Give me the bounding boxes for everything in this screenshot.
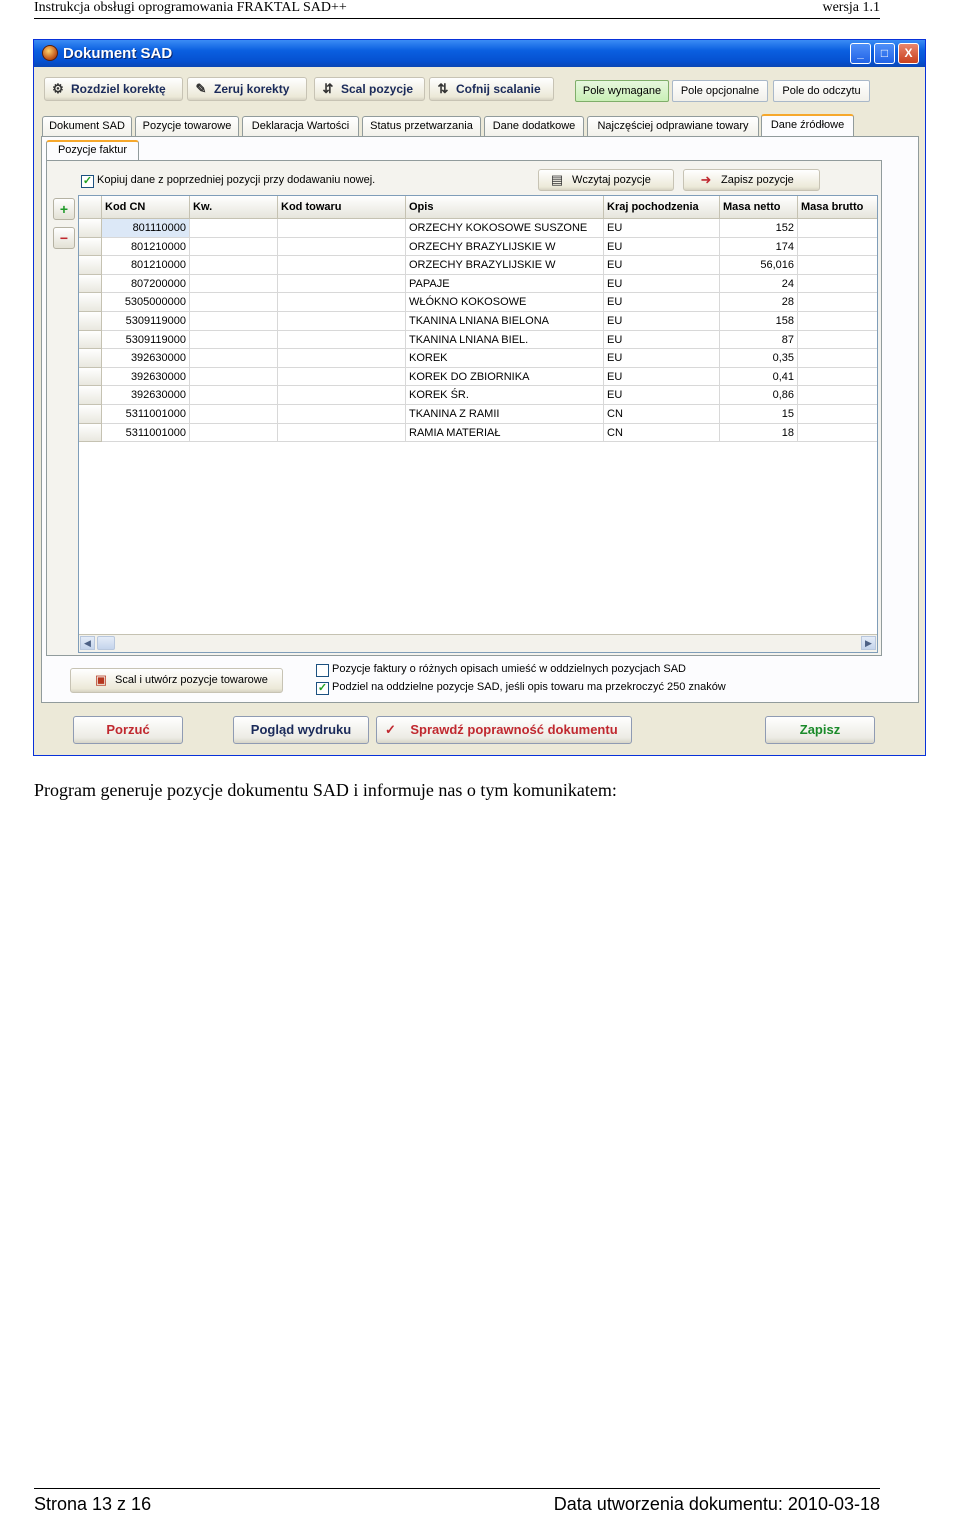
- cell-opis[interactable]: ORZECHY KOKOSOWE SUSZONE: [406, 219, 604, 238]
- tab-najczesciej-odprawiane[interactable]: Najczęściej odprawiane towary: [587, 116, 759, 136]
- cell-kraj[interactable]: EU: [604, 368, 720, 387]
- dokument-sad-window: [33, 39, 926, 756]
- cell-kw[interactable]: [190, 386, 278, 405]
- cell-masa-netto[interactable]: 28: [720, 293, 798, 312]
- tab-dane-zrodlowe[interactable]: Dane źródłowe: [761, 114, 854, 137]
- sprawdz-poprawnosc-button[interactable]: ✓ Sprawdź poprawność dokumentu: [376, 716, 632, 744]
- table-row[interactable]: [79, 238, 877, 257]
- scroll-left-icon[interactable]: ◀: [80, 636, 95, 650]
- merge-icon: ⇵: [322, 81, 334, 96]
- table-row[interactable]: [79, 293, 877, 312]
- cell-masa-netto[interactable]: 152: [720, 219, 798, 238]
- cell-kod-towaru[interactable]: [278, 368, 406, 387]
- table-row[interactable]: [79, 405, 877, 424]
- table-row[interactable]: [79, 219, 877, 238]
- cell-kraj[interactable]: EU: [604, 386, 720, 405]
- cell-kod-cn[interactable]: 801110000: [102, 219, 190, 238]
- header-kw[interactable]: Kw.: [190, 196, 278, 218]
- tab-status-przetwarzania[interactable]: Status przetwarzania: [362, 116, 481, 136]
- document-footer: [34, 1488, 880, 1514]
- grid-header: [79, 196, 877, 219]
- cell-kw[interactable]: [190, 349, 278, 368]
- cell-kod-towaru[interactable]: [278, 275, 406, 294]
- export-icon: ➜: [700, 172, 712, 187]
- row-indicator[interactable]: [79, 331, 102, 350]
- document-header: [34, 0, 880, 19]
- porzuc-button[interactable]: Porzuć: [73, 716, 183, 744]
- cell-kraj[interactable]: CN: [604, 405, 720, 424]
- horizontal-scrollbar[interactable]: [79, 634, 877, 652]
- header-version: wersja 1.1: [822, 0, 880, 15]
- option-separate-descriptions-label: Pozycje faktury o różnych opisach umieść w oddzielnych pozycjach SAD: [332, 663, 686, 675]
- cell-kraj[interactable]: EU: [604, 275, 720, 294]
- cell-kw[interactable]: [190, 331, 278, 350]
- cell-kod-towaru[interactable]: [278, 219, 406, 238]
- row-indicator[interactable]: [79, 424, 102, 443]
- cell-masa-brutto[interactable]: [798, 405, 878, 424]
- cell-kraj[interactable]: EU: [604, 331, 720, 350]
- rozdziel-korekte-button[interactable]: ⚙ Rozdziel korektę: [44, 77, 183, 101]
- cell-masa-brutto[interactable]: [798, 293, 878, 312]
- cell-kod-towaru[interactable]: [278, 331, 406, 350]
- cell-opis[interactable]: WŁÓKNO KOKOSOWE: [406, 293, 604, 312]
- cell-opis[interactable]: KOREK ŚR.: [406, 386, 604, 405]
- header-masa-netto[interactable]: Masa netto: [720, 196, 798, 218]
- pole-wymagane-button[interactable]: Pole wymagane: [575, 80, 669, 102]
- cell-kw[interactable]: [190, 368, 278, 387]
- cell-kw[interactable]: [190, 238, 278, 257]
- zapisz-button[interactable]: Zapisz: [765, 716, 875, 744]
- cell-kw[interactable]: [190, 424, 278, 443]
- zeruj-korekty-button[interactable]: ✎ Zeruj korekty: [187, 77, 307, 101]
- row-indicator[interactable]: [79, 256, 102, 275]
- header-masa-brutto[interactable]: Masa brutto: [798, 196, 878, 218]
- cell-kod-cn[interactable]: 801210000: [102, 256, 190, 275]
- cell-opis[interactable]: PAPAJE: [406, 275, 604, 294]
- cell-masa-netto[interactable]: 24: [720, 275, 798, 294]
- cell-masa-netto[interactable]: 158: [720, 312, 798, 331]
- validate-icon: ✓: [385, 722, 396, 737]
- import-icon: ▤: [550, 172, 564, 187]
- cell-masa-netto[interactable]: 174: [720, 238, 798, 257]
- cell-kod-towaru[interactable]: [278, 405, 406, 424]
- cell-masa-netto[interactable]: 0,35: [720, 349, 798, 368]
- cell-kraj[interactable]: EU: [604, 238, 720, 257]
- cell-masa-brutto[interactable]: [798, 368, 878, 387]
- cell-opis[interactable]: TKANINA LNIANA BIELONA: [406, 312, 604, 331]
- cell-opis[interactable]: ORZECHY BRAZYLIJSKIE W: [406, 238, 604, 257]
- cell-kod-cn[interactable]: 5311001000: [102, 405, 190, 424]
- cell-masa-netto[interactable]: 18: [720, 424, 798, 443]
- header-title: Instrukcja obsługi oprogramowania FRAKTAL SAD++: [34, 0, 347, 15]
- row-indicator[interactable]: [79, 219, 102, 238]
- row-indicator[interactable]: [79, 312, 102, 331]
- row-indicator[interactable]: [79, 386, 102, 405]
- cell-kod-cn[interactable]: 801210000: [102, 238, 190, 257]
- cell-masa-netto[interactable]: 15: [720, 405, 798, 424]
- tab-deklaracja-wartosci[interactable]: Deklaracja Wartości: [242, 116, 359, 136]
- cell-masa-brutto[interactable]: [798, 331, 878, 350]
- option-separate-descriptions-checkbox[interactable]: [316, 664, 329, 677]
- split-icon: ⚙: [52, 81, 64, 96]
- close-button[interactable]: X: [898, 43, 919, 64]
- cell-kod-towaru[interactable]: [278, 349, 406, 368]
- cell-kw[interactable]: [190, 293, 278, 312]
- scroll-thumb[interactable]: [97, 636, 115, 650]
- header-kod-towaru[interactable]: Kod towaru: [278, 196, 406, 218]
- maximize-button[interactable]: □: [874, 43, 895, 64]
- window-title: Dokument SAD: [63, 45, 173, 62]
- table-row[interactable]: [79, 275, 877, 294]
- cell-kod-cn[interactable]: 392630000: [102, 386, 190, 405]
- scroll-right-icon[interactable]: ▶: [861, 636, 876, 650]
- zapisz-pozycje-button[interactable]: ➜ Zapisz pozycje: [683, 169, 820, 191]
- unmerge-icon: ⇅: [437, 81, 449, 96]
- window-titlebar[interactable]: [34, 40, 925, 67]
- option-split-long-description-label: Podziel na oddzielne pozycje SAD, jeśli opis towaru ma przekroczyć 250 znaków: [332, 681, 726, 693]
- cell-opis[interactable]: TKANINA LNIANA BIEL.: [406, 331, 604, 350]
- cell-masa-netto[interactable]: 0,41: [720, 368, 798, 387]
- cell-masa-netto[interactable]: 0,86: [720, 386, 798, 405]
- header-indicator: [79, 196, 102, 218]
- row-indicator[interactable]: [79, 238, 102, 257]
- pole-do-odczytu-button[interactable]: Pole do odczytu: [773, 80, 870, 102]
- row-indicator[interactable]: [79, 349, 102, 368]
- cell-kw[interactable]: [190, 256, 278, 275]
- merge-create-icon: ▣: [94, 672, 108, 687]
- header-kod-cn[interactable]: Kod CN: [102, 196, 190, 218]
- cell-kod-towaru[interactable]: [278, 238, 406, 257]
- cell-masa-brutto[interactable]: [798, 312, 878, 331]
- cell-opis[interactable]: ORZECHY BRAZYLIJSKIE W: [406, 256, 604, 275]
- cell-opis[interactable]: RAMIA MATERIAŁ: [406, 424, 604, 443]
- cell-kod-towaru[interactable]: [278, 312, 406, 331]
- cell-kod-towaru[interactable]: [278, 424, 406, 443]
- row-indicator[interactable]: [79, 368, 102, 387]
- cell-opis[interactable]: TKANINA Z RAMII: [406, 405, 604, 424]
- header-kraj-pochodzenia[interactable]: Kraj pochodzenia: [604, 196, 720, 218]
- cell-masa-brutto[interactable]: [798, 219, 878, 238]
- row-indicator[interactable]: [79, 405, 102, 424]
- cell-kw[interactable]: [190, 405, 278, 424]
- cell-kod-cn[interactable]: 5311001000: [102, 424, 190, 443]
- cell-opis[interactable]: KOREK DO ZBIORNIKA: [406, 368, 604, 387]
- tab-dane-dodatkowe[interactable]: Dane dodatkowe: [484, 116, 584, 136]
- cell-kraj[interactable]: EU: [604, 293, 720, 312]
- header-opis[interactable]: Opis: [406, 196, 604, 218]
- page-number: Strona 13 z 16: [34, 1494, 152, 1514]
- cell-kraj[interactable]: EU: [604, 219, 720, 238]
- copy-data-label: Kopiuj dane z poprzedniej pozycji przy dodawaniu nowej.: [97, 174, 376, 186]
- cell-kraj[interactable]: CN: [604, 424, 720, 443]
- tab-pozycje-towarowe[interactable]: Pozycje towarowe: [135, 116, 239, 136]
- cell-masa-brutto[interactable]: [798, 275, 878, 294]
- minimize-button[interactable]: _: [850, 43, 871, 64]
- cell-kraj[interactable]: EU: [604, 256, 720, 275]
- cell-kw[interactable]: [190, 219, 278, 238]
- cell-kod-towaru[interactable]: [278, 386, 406, 405]
- copy-data-checkbox[interactable]: ✓: [82, 175, 93, 187]
- cell-kod-towaru[interactable]: [278, 293, 406, 312]
- cell-kw[interactable]: [190, 312, 278, 331]
- table-row[interactable]: [79, 368, 877, 387]
- add-row-icon[interactable]: +: [53, 198, 75, 220]
- podglad-wydruku-button[interactable]: Pogląd wydruku: [233, 716, 369, 744]
- delete-row-icon[interactable]: −: [53, 227, 75, 249]
- app-icon: [42, 45, 58, 61]
- cell-masa-brutto[interactable]: [798, 256, 878, 275]
- cell-kod-cn[interactable]: 5309119000: [102, 331, 190, 350]
- option-split-long-description-checkbox[interactable]: ✓: [317, 682, 328, 694]
- invoice-positions-grid: [78, 195, 878, 653]
- row-indicator[interactable]: [79, 275, 102, 294]
- table-row[interactable]: [79, 424, 877, 443]
- cell-masa-netto[interactable]: 87: [720, 331, 798, 350]
- cell-kraj[interactable]: EU: [604, 312, 720, 331]
- tab-pozycje-faktur[interactable]: Pozycje faktur: [46, 140, 139, 161]
- cell-masa-brutto[interactable]: [798, 424, 878, 443]
- cell-masa-brutto[interactable]: [798, 349, 878, 368]
- scal-pozycje-button[interactable]: ⇵ Scal pozycje: [314, 77, 425, 101]
- cell-kraj[interactable]: EU: [604, 349, 720, 368]
- table-row[interactable]: [79, 312, 877, 331]
- creation-date: Data utworzenia dokumentu: 2010-03-18: [553, 1494, 880, 1514]
- cell-kw[interactable]: [190, 275, 278, 294]
- caption-text: Program generuje pozycje dokumentu SAD i informuje nas o tym komunikatem:: [34, 780, 617, 800]
- tab-dokument-sad[interactable]: Dokument SAD: [42, 116, 132, 136]
- cell-masa-netto[interactable]: 56,016: [720, 256, 798, 275]
- cell-masa-brutto[interactable]: [798, 386, 878, 405]
- cell-masa-brutto[interactable]: [798, 238, 878, 257]
- table-row[interactable]: [79, 349, 877, 368]
- cell-kod-cn[interactable]: 807200000: [102, 275, 190, 294]
- row-indicator[interactable]: [79, 293, 102, 312]
- scal-i-utworz-button[interactable]: ▣ Scal i utwórz pozycje towarowe: [70, 668, 283, 693]
- cell-opis[interactable]: KOREK: [406, 349, 604, 368]
- cell-kod-cn[interactable]: 392630000: [102, 349, 190, 368]
- table-row[interactable]: [79, 331, 877, 350]
- cell-kod-cn[interactable]: 5305000000: [102, 293, 190, 312]
- table-row[interactable]: [79, 256, 877, 275]
- wczytaj-pozycje-button[interactable]: ▤ Wczytaj pozycje: [538, 169, 674, 191]
- cofnij-scalanie-button[interactable]: ⇅ Cofnij scalanie: [429, 77, 554, 101]
- cell-kod-towaru[interactable]: [278, 256, 406, 275]
- table-row[interactable]: [79, 386, 877, 405]
- cell-kod-cn[interactable]: 5309119000: [102, 312, 190, 331]
- reset-icon: ✎: [195, 81, 207, 96]
- cell-kod-cn[interactable]: 392630000: [102, 368, 190, 387]
- pole-opcjonalne-button[interactable]: Pole opcjonalne: [672, 80, 768, 102]
